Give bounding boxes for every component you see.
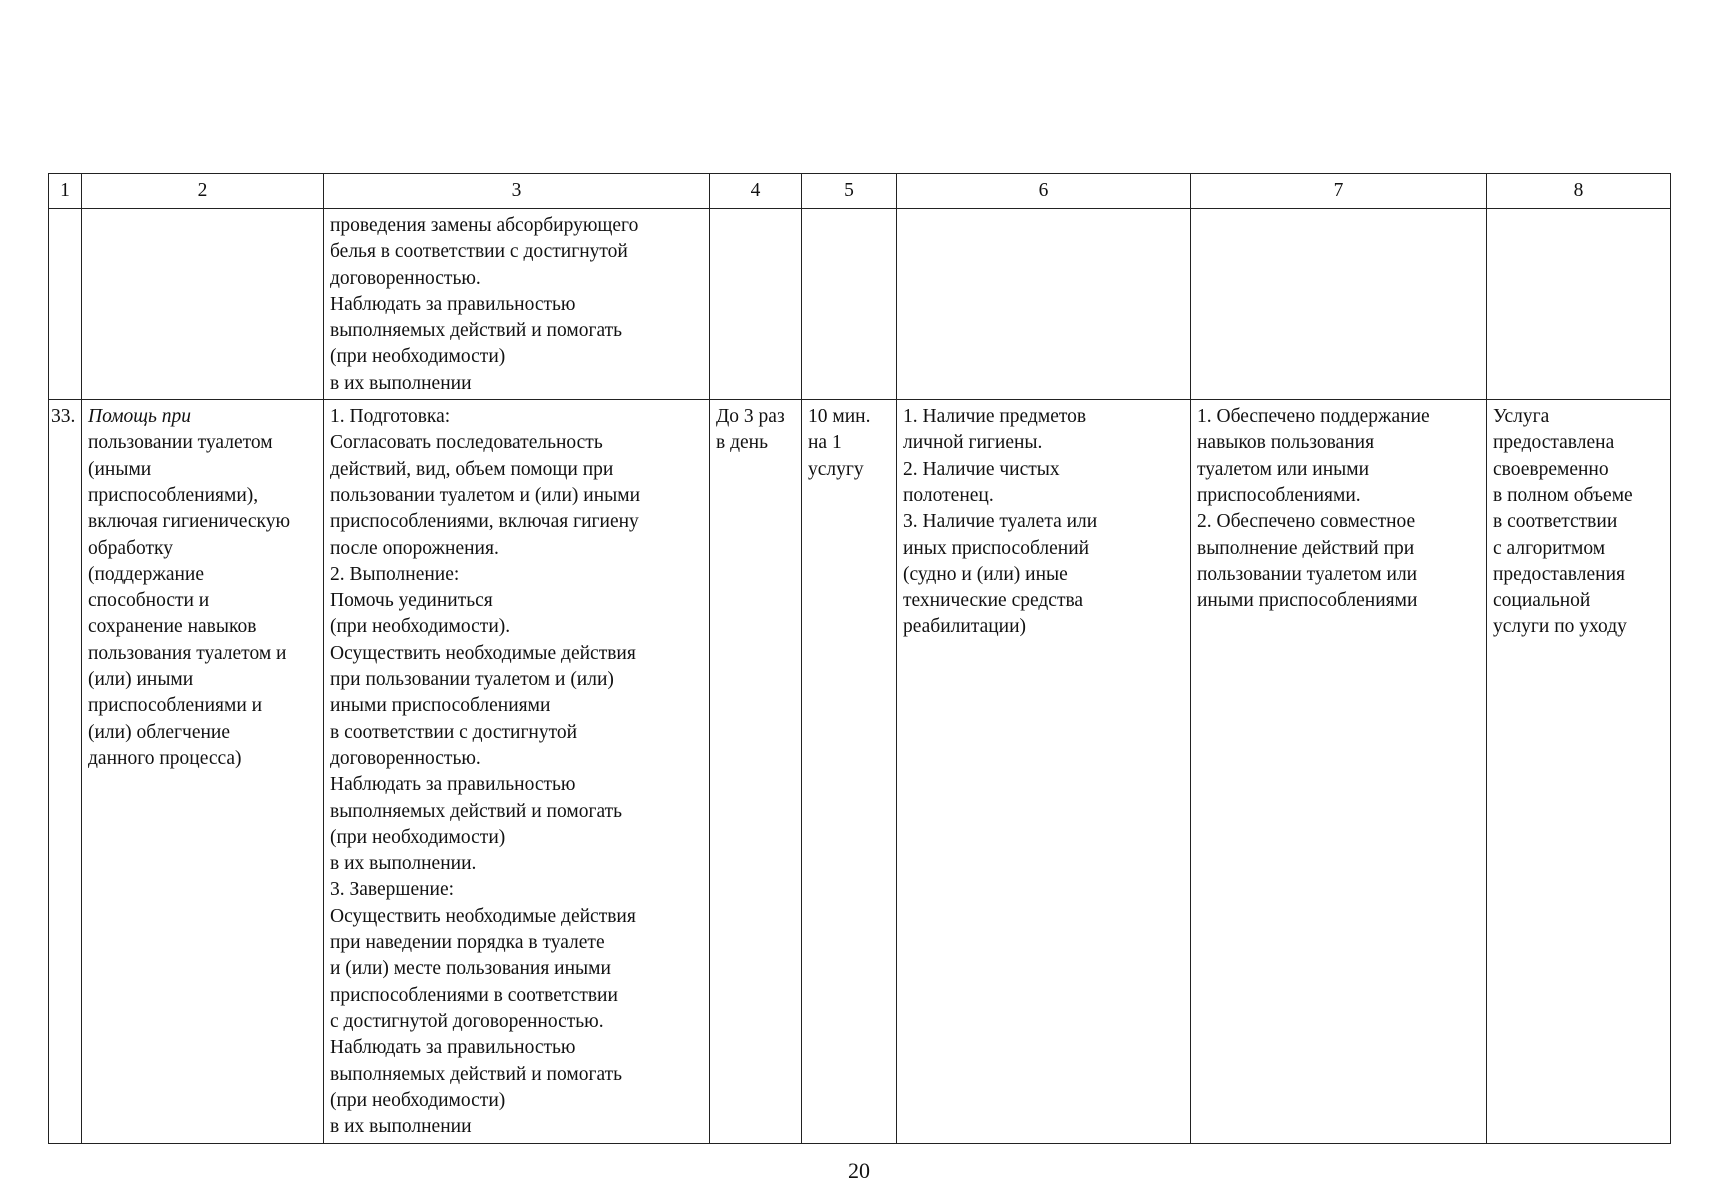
column-header-7: 7 bbox=[1191, 174, 1487, 209]
continuation-cell-duration bbox=[802, 209, 897, 400]
column-header-5: 5 bbox=[802, 174, 897, 209]
continuation-cell-title bbox=[82, 209, 324, 400]
service-conditions: 1. Наличие предметов личной гигиены. 2. Наличие чистых полотенец. 3. Наличие туалета или иных приспособлений (судно и (или) иные технические средства реабилитации) bbox=[897, 400, 1191, 1144]
continuation-cell-frequency bbox=[710, 209, 802, 400]
continuation-cell-evaluation bbox=[1487, 209, 1671, 400]
service-number: 33. bbox=[49, 400, 82, 1144]
service-evaluation: Услуга предоставлена своевременно в полном объеме в соответствии с алгоритмом предоставления социальной услуги по уходу bbox=[1487, 400, 1671, 1144]
service-frequency: До 3 раз в день bbox=[710, 400, 802, 1144]
service-results: 1. Обеспечено поддержание навыков пользования туалетом или иными приспособлениями. 2. Обеспечено совместное выполнение действий при пользовании туалетом или иными приспособлениями bbox=[1191, 400, 1487, 1144]
service-content: 1. Подготовка: Согласовать последовательность действий, вид, объем помощи при пользовании туалетом и (или) иными приспособлениями, включая гигиену после опорожнения. 2. Выполнение: Помочь уединиться (при необходимости). Осуществить необходимые действия при пользовании туалетом и (или) иными приспособлениями в соответствии с достигнутой договоренностью. Наблюдать за правильностью выполняемых действий и помогать (при необходимости) в их выполнении. 3. Завершение: Осуществить необходимые действия при наведении порядка в туалете и (или) месте пользования иными приспособлениями в соответствии с достигнутой договоренностью. Наблюдать за правильностью выполняемых действий и помогать (при необходимости) в их выполнении bbox=[324, 400, 710, 1144]
service-title bbox=[82, 400, 324, 1144]
column-header-1: 1 bbox=[49, 174, 82, 209]
column-header-4: 4 bbox=[710, 174, 802, 209]
column-number-header-row bbox=[49, 174, 1671, 209]
column-header-8: 8 bbox=[1487, 174, 1671, 209]
continuation-cell-results bbox=[1191, 209, 1487, 400]
service-title-italic: Помощь при bbox=[88, 406, 192, 428]
continuation-cell-conditions bbox=[897, 209, 1191, 400]
continuation-cell-number bbox=[49, 209, 82, 400]
column-header-2: 2 bbox=[82, 174, 324, 209]
service-duration: 10 мин. на 1 услугу bbox=[802, 400, 897, 1144]
continuation-row bbox=[49, 209, 1671, 400]
page-number: 20 bbox=[848, 1158, 870, 1183]
services-table bbox=[48, 173, 1671, 1144]
service-row-33 bbox=[49, 400, 1671, 1144]
service-title-rest: пользовании туалетом (иными приспособлениями), включая гигиеническую обработку (поддержание способности и сохранение навыков пользования туалетом и (или) иными приспособлениями и (или) облегчение данного процесса) bbox=[88, 432, 291, 769]
column-header-6: 6 bbox=[897, 174, 1191, 209]
column-header-3: 3 bbox=[324, 174, 710, 209]
continuation-cell-content: проведения замены абсорбирующего белья в соответствии с достигнутой договоренностью. Наблюдать за правильностью выполняемых действий и помогать (при необходимости) в их выполнении bbox=[324, 209, 710, 400]
services-table-container bbox=[48, 173, 1670, 1144]
